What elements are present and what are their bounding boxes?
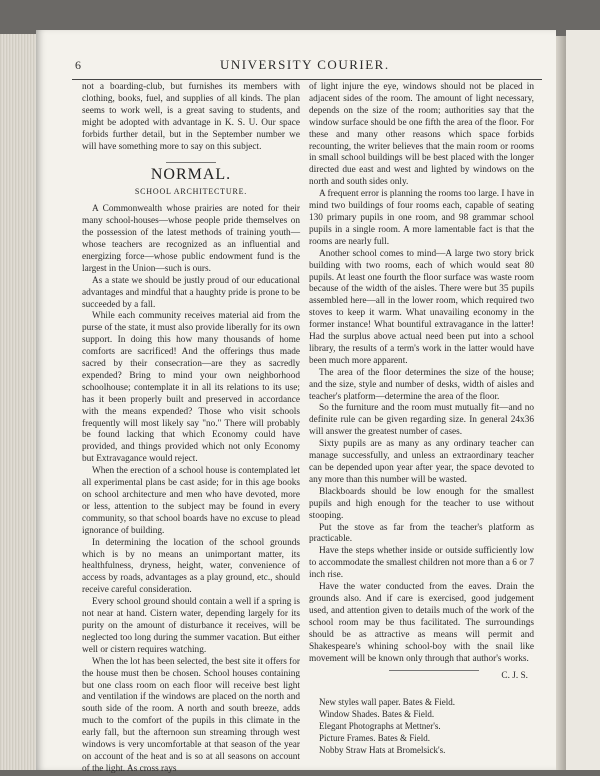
article-paragraph: Another school comes to mind—A large two story brick building with two rooms, each of which would seat 80 pupils. At least one fourth the floor surface was waste room because of the width of the aisles. There were but 35 pupils assembled here—all in the lower room, which required two stoves to keep it warm. What unavailing economy in the former instance! What bountiful extravagance in the latter! Had the surplus above actual need been put into a school library, the results of a term's work in the latter would have been much more apparent. <box>309 248 534 366</box>
article-paragraph: A Commonwealth whose prairies are noted for their many school-houses—whose people pride themselves on the possession of the latest methods of training youth—whose teachers are recognized as an influential and energizing force—whose public endowment fund is the largest in the Union—such is ours. <box>82 204 300 274</box>
article-paragraph: As a state we should be justly proud of our educational advantages and mindful that a haughty pride is prone to be succeeded by a fall. <box>82 275 300 310</box>
article-paragraph: Sixty pupils are as many as any ordinary teacher can manage successfully, and unless an extraordinary teacher can be depended upon year after year, the space devoted to any more than this number will be wasted. <box>309 439 534 485</box>
article-paragraph: When the lot has been selected, the best site it offers for the house must then be chosen. School houses containing but one class room on each floor will receive best light and ventilation if the windows are placed on the north and south side of the room. A north and south breeze, adds much to the comfort of the pupils in this climate in the early fall, but the afternoon sun streaming through west windows is very uncomfortable at that season of the year on account of the heat and is so at all seasons on account of the light. As cross rays <box>82 656 300 774</box>
article-paragraph: Put the stove as far from the teacher's platform as practicable. <box>309 522 534 545</box>
binding-gutter <box>556 36 566 770</box>
section-divider <box>166 162 216 163</box>
article-paragraph: So the furniture and the room must mutually fit—and no definite rule can be given regarding size. In general 24x36 will answer the greatest number of cases. <box>309 403 534 438</box>
advertisements <box>309 697 534 757</box>
article-paragraph: of light injure the eye, windows should not be placed in adjacent sides of the room. The amount of light necessary, depends on the size of the room; authorities say that the window surface should be one fifth the area of the floor. For these and many other reasons which space forbids recounting, the writer believes that the main room or rooms in small school buildings will be best placed with the longer directed due east and west and lighted by windows on the north and south sides only. <box>309 82 534 188</box>
running-head-title: UNIVERSITY COURIER. <box>220 57 390 72</box>
page-stack-edges <box>0 34 40 770</box>
left-column <box>82 82 300 776</box>
section-title: NORMAL. <box>150 166 232 184</box>
page-number: 6 <box>75 58 81 72</box>
advertisement: Nobby Straw Hats at Bromelsick's. <box>319 744 446 755</box>
article-paragraph: Have the steps whether inside or outside sufficiently low to accommodate the smallest children not more than a 6 or 7 inch rise. <box>309 546 534 581</box>
advertisement: Picture Frames. Bates & Field. <box>319 733 430 744</box>
intro-paragraph: not a boarding-club, but furnishes its members with clothing, books, fuel, and supplies of all kinds. The plan seems to work well, is a great saving to students, and might be adopted with advantage in K. S. U. Our space forbids further detail, but in the September number we will have something more to say on this subject. <box>82 82 300 152</box>
advertisement: Window Shades. Bates & Field. <box>319 709 435 720</box>
article-paragraph: A frequent error is planning the rooms too large. I have in mind two buildings of four rooms each, capable of seating 130 primary pupils in one room, and 98 grammar school pupils in a single room. A more lamentable fact is that the rooms are nearly full. <box>309 189 534 247</box>
article-paragraph: When the erection of a school house is contemplated let all experimental plans be cast aside; for in this age books on school architecture and men who have devoted, more or less, attention to the subject may be found in every community, so that school boards have no excuse to plead ignorance of building. <box>82 466 300 536</box>
article-paragraph: The area of the floor determines the size of the house; and the size, style and number of desks, width of aisles and teacher's platform—determine the area of the floor. <box>309 367 534 402</box>
article-paragraph: In determining the location of the school grounds which is by no means an unimportant matter, its healthfulness, dryness, height, water, convenience of access by roads, advantages as a play ground, etc., should receive careful consideration. <box>82 537 300 596</box>
facing-page <box>566 30 600 770</box>
article-paragraph: Blackboards should be low enough for the smallest pupils and high enough for the teacher to use without stooping. <box>309 486 534 521</box>
advertisement: New styles wall paper. Bates & Field. <box>319 697 455 708</box>
advertisement: Elegant Photographs at Mettner's. <box>319 721 441 732</box>
header-rule <box>72 79 542 80</box>
article-paragraph: While each community receives material aid from the purse of the state, it must also provide liberally for its own support. In doing this how many thousands of home comforts are sacrificed! And the offerings thus made sacred by their consecration—are they as sacredly expended? Bring to mind your own neighborhood schoolhouse; contemplate it in all its relations to its use; has it been properly built and preserved in accordance with the means expended? Those who visit schools frequently will most likely say "no." There will probably be found lacking that which Economy could have provided, and things provided which not only Economy but Extravagance would reject. <box>82 311 300 465</box>
section-subtitle: SCHOOL ARCHITECTURE. <box>134 187 248 197</box>
right-column <box>309 82 534 757</box>
article-paragraph: Every school ground should contain a well if a spring is not near at hand. Cistern water, depending largely for its purity on the amount of disturbance it receives, will be neglected too long during the summer vacation. But either well or cistern requires watching. <box>82 597 300 655</box>
article-paragraph: Have the water conducted from the eaves. Drain the grounds also. And if care is exercised, good judgement used, and attention given to details much of the work of the school room may be thus facilitated. The surroundings should be as attractive as means will permit and Shakespeare's whining school-boy with the snail like movement will be known only through that author's works. <box>309 582 534 664</box>
author-signature: C. J. S. <box>501 671 528 682</box>
